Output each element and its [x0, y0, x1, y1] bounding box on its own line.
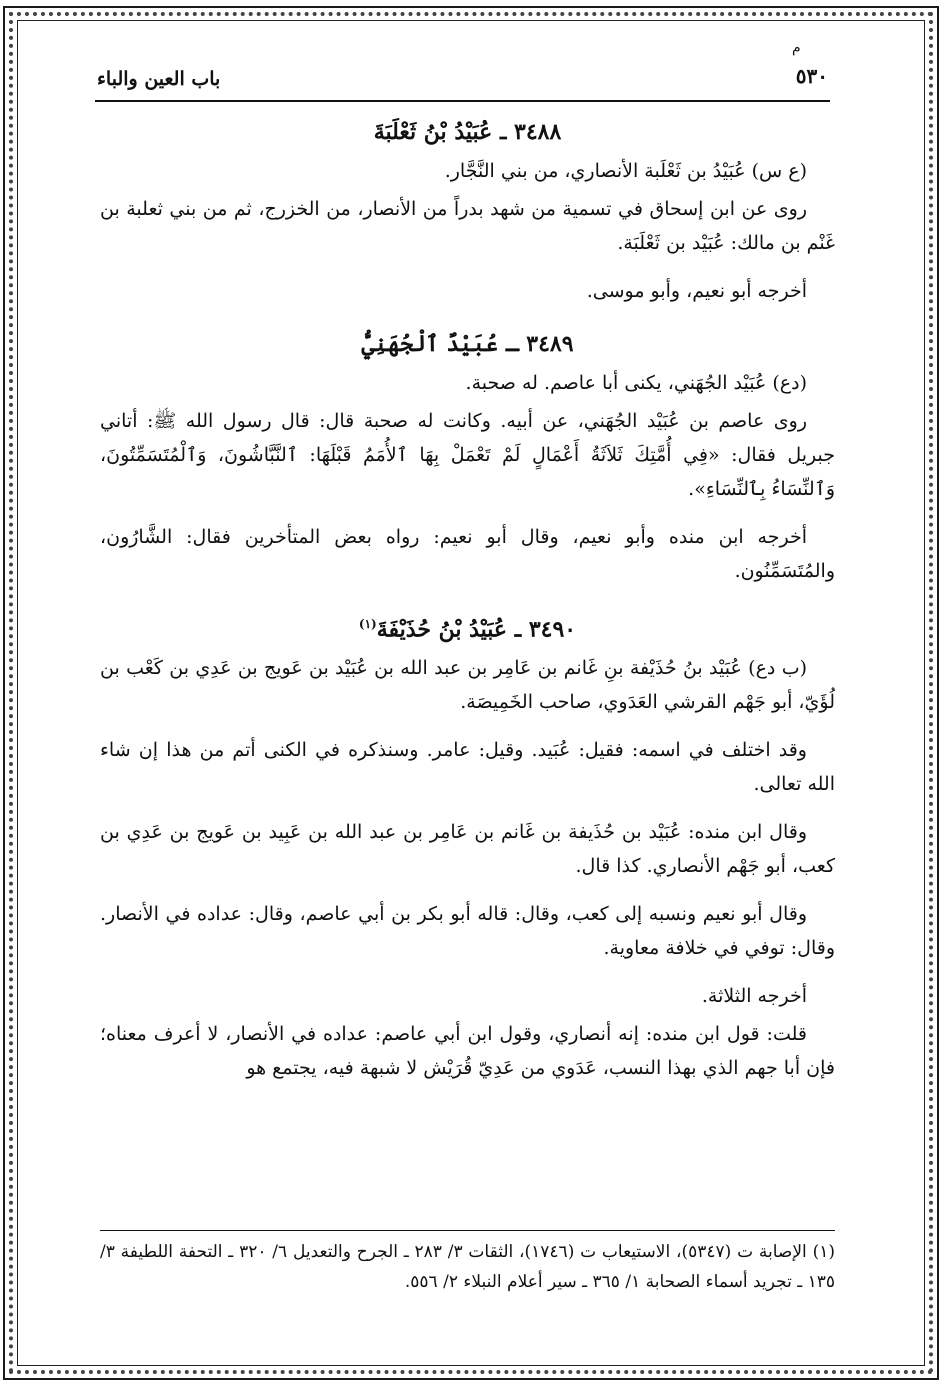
entry-title: ٣٤٨٩ ـ عُبَيْدٌ ٱلْجُهَنِيُّ	[361, 331, 574, 357]
entry-paragraph: وقد اختلف في اسمه: فقيل: عُبَيد. وقيل: عامر. وسنذكره في الكنى أتم من هذا إن شاء الله تعالى.	[100, 739, 835, 796]
entry-title: ٣٤٨٨ ـ عُبَيْدُ بْنُ ثَعْلَبَةَ	[373, 119, 562, 145]
entry-paragraph: روى عن ابن إسحاق في تسمية من شهد بدراً من الأنصار، من الخزرج، ثم من بني ثعلبة بن غَنْم بن مالك: عُبَيْد بن ثَعْلَبَة.	[100, 198, 835, 254]
entry-paragraph: روى عاصم بن عُبَيْد الجُهَني، عن أبيه. وكانت له صحبة قال: قال رسول الله ﷺ: أتاني جبريل فقال: «فِي أُمَّتِكَ ثَلاَثَةُ أَعْمَالٍ لَمْ تَعْمَلْ بِهَا ٱلأُمَمُ قَبْلَهَا: ٱلنَّبَّاشُونَ، وَٱلْمُتَسَمِّتُونَ، وَٱلنِّسَاءُ بِٱلنِّسَاءِ».	[100, 410, 835, 500]
page-number: ٥٣٠	[795, 64, 828, 88]
page-body	[100, 110, 835, 1099]
entry-paragraph: (ب دع) عُبَيْد بنُ حُذَيْفة بنِ غَانم بن عَامِر بن عبد الله بن عُبَيْد بن عَويج بن عَدِي بن كَعْب بن لُؤَيّ، أبو جَهْم القرشي العَدَوي، صاحب الخَمِيصَة.	[100, 657, 835, 714]
entry-paragraph: أخرجه أبو نعيم، وأبو موسى.	[586, 280, 807, 302]
running-title: باب العين والباء	[97, 68, 221, 90]
entry-paragraph: (دع) عُبَيْد الجُهَني، يكنى أبا عاصم. له صحبة.	[465, 372, 807, 394]
entry-title-text: ٣٤٩٠ ـ عُبَيْدُ بْنُ حُذَيْفَةَ	[376, 616, 577, 643]
entry-paragraph: قلت: قول ابن منده: إنه أنصاري، وقول ابن أبي عاصم: عداده في الأنصار، لا أعرف معناه؛ فإن أبا جهم الذي بهذا النسب، عَدَوي من عَدِيّ قُرَيْش لا شبهة فيه، يجتمع هو	[100, 1023, 835, 1080]
entry-paragraph: وقال ابن منده: عُبَيْد بن حُذَيفة بن غَانم بن عَامِر بن عبد الله بن عَبِيد بن عَويج بن عَدِي بن كعب، أبو جَهْم الأنصاري. كذا قال.	[100, 821, 835, 878]
entry-paragraph: أخرجه ابن منده وأبو نعيم، وقال أبو نعيم: رواه بعض المتأخرين فقال: الشَّارُون، والمُتَسَمِّنُون.	[100, 526, 835, 582]
entry-paragraph: وقال أبو نعيم ونسبه إلى كعب، وقال: قاله أبو بكر بن أبي عاصم، وقال: عداده في الأنصار. وقال: توفي في خلافة معاوية.	[100, 903, 835, 960]
entry-paragraph: (ع س) عُبَيْدُ بن ثَعْلَبة الأنصاري، من بني النَّجَّار.	[444, 160, 807, 182]
footnote: (١) الإصابة ت (٥٣٤٧)، الاستيعاب ت (١٧٤٦)، الثقات ٣/ ٢٨٣ ـ الجرح والتعديل ٦/ ٣٢٠ ـ التحفة اللطيفة ٣/ ١٣٥ ـ تجريد أسماء الصحابة ١/ ٣٦٥ ـ سير أعلام النبلاء ٢/ ٥٥٦.	[100, 1242, 835, 1292]
footnote-marker: (١)	[358, 617, 377, 631]
running-header	[95, 62, 830, 102]
entry-paragraph: أخرجه الثلاثة.	[701, 985, 807, 1008]
top-mark: م	[792, 40, 801, 56]
entry-title	[100, 602, 835, 651]
footnotes	[100, 1230, 835, 1297]
